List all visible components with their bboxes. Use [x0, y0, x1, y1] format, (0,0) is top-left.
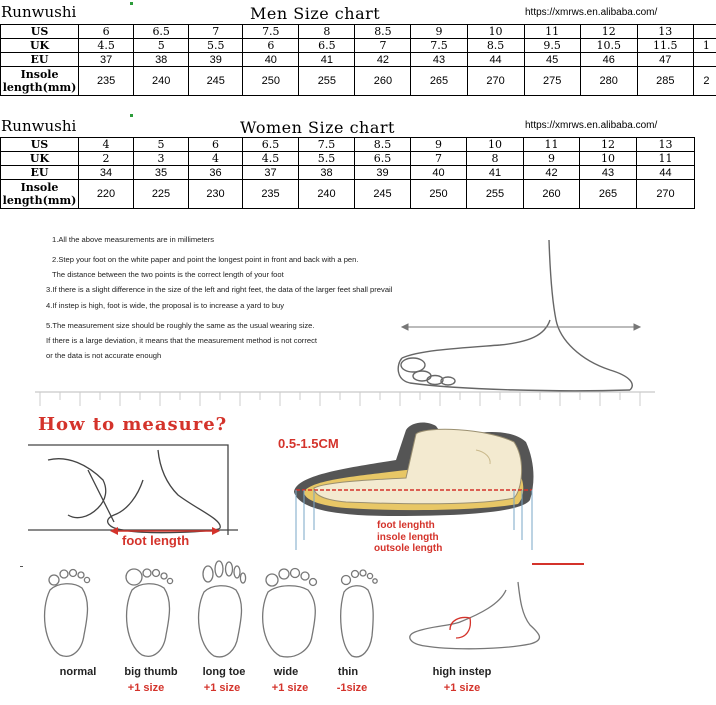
cell: 6 [189, 138, 243, 152]
how-to-measure-title: How to measure? [38, 414, 228, 435]
foot-type-long-toe: long toe [202, 666, 246, 678]
cell: 47 [637, 53, 693, 67]
cell: 4.5 [79, 39, 134, 53]
cell: 39 [189, 53, 243, 67]
cell: 250 [243, 67, 299, 96]
instruction-3: 3.If there is a slight difference in the size of the left and right feet, the data of the larger feet shall prevail [46, 285, 393, 294]
cell: 35 [134, 166, 189, 180]
women-store-url[interactable]: https://xmrws.en.alibaba.com/ [525, 120, 658, 131]
cell: 38 [299, 166, 355, 180]
women-row-us [1, 138, 695, 152]
cell: 2 [79, 152, 134, 166]
cell: 270 [467, 67, 524, 96]
cell: 270 [637, 180, 695, 209]
foot-type-big-thumb: big thumb [124, 666, 178, 678]
cell: 5 [134, 39, 189, 53]
cell: 3 [134, 152, 189, 166]
row-label: UK [1, 152, 79, 166]
label-line: length(mm) [2, 194, 77, 207]
cell: 13 [637, 25, 693, 39]
cell [693, 53, 716, 67]
cell: 225 [134, 180, 189, 209]
green-mark [130, 114, 133, 117]
advice-wide: +1 size [271, 682, 309, 694]
advice-thin: -1size [336, 682, 368, 694]
row-label: US [1, 138, 79, 152]
cell: 37 [243, 166, 299, 180]
shoe-label-outsole: outsole length [374, 543, 443, 554]
cell: 42 [355, 53, 411, 67]
cell: 6 [243, 39, 299, 53]
instruction-1: 1.All the above measurements are in millimeters [52, 235, 215, 244]
decor-dot [20, 566, 23, 567]
cell: 6.5 [355, 152, 411, 166]
cell: 41 [299, 53, 355, 67]
foot-types-illustration [30, 560, 550, 664]
men-row-insole [1, 67, 716, 96]
cell: 8.5 [467, 39, 524, 53]
cell: 12 [580, 25, 637, 39]
cell: 34 [79, 166, 134, 180]
cell: 10 [467, 25, 524, 39]
instruction-2: 2.Step your foot on the white paper and point the longest point in front and back with a pen. [52, 255, 359, 264]
advice-high-instep: +1 size [443, 682, 481, 694]
cell: 46 [580, 53, 637, 67]
cell: 40 [243, 53, 299, 67]
cell: 13 [637, 138, 695, 152]
cell: 7.5 [243, 25, 299, 39]
cell: 235 [243, 180, 299, 209]
men-row-eu [1, 53, 716, 67]
cell: 41 [467, 166, 524, 180]
instruction-5b: If there is a large deviation, it means that the measurement method is not correct [46, 336, 317, 345]
cell: 255 [467, 180, 524, 209]
cell: 5.5 [299, 152, 355, 166]
cell: 4 [79, 138, 134, 152]
cell: 230 [189, 180, 243, 209]
men-store-url[interactable]: https://xmrws.en.alibaba.com/ [525, 7, 658, 18]
cell: 5 [134, 138, 189, 152]
shoe-label-foot: foot lenghth [377, 520, 435, 531]
advice-big-thumb: +1 size [127, 682, 165, 694]
cell: 255 [299, 67, 355, 96]
cell: 39 [355, 166, 411, 180]
cell: 44 [637, 166, 695, 180]
row-label: EU [1, 53, 79, 67]
cell: 9.5 [524, 39, 580, 53]
men-brand: Runwushi [1, 3, 77, 21]
cell: 275 [524, 67, 580, 96]
row-label: EU [1, 166, 79, 180]
foot-type-thin: thin [337, 666, 359, 678]
cell: 8.5 [355, 138, 411, 152]
cell: 6.5 [134, 25, 189, 39]
women-chart-title: Women Size chart [240, 118, 395, 137]
cell: 4 [189, 152, 243, 166]
label-line: Insole [20, 68, 59, 81]
cell: 285 [637, 67, 693, 96]
cell: 250 [411, 180, 467, 209]
cell: 265 [580, 180, 637, 209]
cell: 36 [189, 166, 243, 180]
cell: 6.5 [243, 138, 299, 152]
cell: 265 [411, 67, 467, 96]
shoe-label-insole: insole length [377, 532, 439, 543]
cell: 40 [411, 166, 467, 180]
cell: 10 [467, 138, 524, 152]
men-size-table [0, 24, 716, 96]
cell: 38 [134, 53, 189, 67]
cell: 235 [79, 67, 134, 96]
women-row-insole [1, 180, 695, 209]
cell: 7 [189, 25, 243, 39]
cell: 7.5 [299, 138, 355, 152]
cell: 10 [580, 152, 637, 166]
men-row-us [1, 25, 716, 39]
cell: 42 [524, 166, 580, 180]
men-chart-title: Men Size chart [250, 4, 381, 23]
cell: 245 [189, 67, 243, 96]
instruction-4: 4.If instep is high, foot is wide, the proposal is to increase a yard to buy [46, 301, 285, 310]
foot-type-wide: wide [273, 666, 299, 678]
cell: 43 [580, 166, 637, 180]
label-line: length(mm) [2, 81, 77, 94]
cell: 1 [693, 39, 716, 53]
cell: 9 [524, 152, 580, 166]
row-label [1, 180, 79, 209]
label-line: Insole [20, 181, 59, 194]
cell: 280 [580, 67, 637, 96]
cell: 240 [134, 67, 189, 96]
instruction-5: 5.The measurement size should be roughly the same as the usual wearing size. [46, 321, 315, 330]
cell: 11 [524, 138, 580, 152]
cell: 7 [355, 39, 411, 53]
row-label: US [1, 25, 79, 39]
advice-long-toe: +1 size [203, 682, 241, 694]
cell: 6 [79, 25, 134, 39]
cell: 10.5 [580, 39, 637, 53]
row-label [1, 67, 79, 96]
cell: 260 [524, 180, 580, 209]
foot-type-normal: normal [59, 666, 97, 678]
cell: 9 [411, 138, 467, 152]
cell: 12 [580, 138, 637, 152]
cell [693, 25, 716, 39]
cell: 5.5 [189, 39, 243, 53]
cell: 7.5 [411, 39, 467, 53]
cell: 45 [524, 53, 580, 67]
green-mark [130, 2, 133, 5]
cell: 43 [411, 53, 467, 67]
cell: 37 [79, 53, 134, 67]
instruction-5c: or the data is not accurate enough [46, 351, 162, 360]
cell: 8 [467, 152, 524, 166]
women-size-table [0, 137, 695, 209]
foot-side-illustration [30, 230, 660, 410]
cell: 8.5 [355, 25, 411, 39]
cell: 6.5 [299, 39, 355, 53]
cell: 11 [637, 152, 695, 166]
cell: 44 [467, 53, 524, 67]
gap-label: 0.5-1.5CM [278, 436, 339, 451]
cell: 7 [411, 152, 467, 166]
cell: 260 [355, 67, 411, 96]
cell: 8 [299, 25, 355, 39]
cell: 11.5 [637, 39, 693, 53]
row-label: UK [1, 39, 79, 53]
women-row-uk [1, 152, 695, 166]
foot-length-label: foot length [122, 533, 190, 548]
men-row-uk [1, 39, 716, 53]
cell: 245 [355, 180, 411, 209]
foot-type-high-instep: high instep [432, 666, 492, 678]
cell: 4.5 [243, 152, 299, 166]
women-brand: Runwushi [1, 117, 77, 135]
cell: 11 [524, 25, 580, 39]
women-row-eu [1, 166, 695, 180]
cell: 2 [693, 67, 716, 96]
instruction-2b: The distance between the two points is the correct length of your foot [52, 270, 284, 279]
cell: 220 [79, 180, 134, 209]
cell: 9 [411, 25, 467, 39]
cell: 240 [299, 180, 355, 209]
